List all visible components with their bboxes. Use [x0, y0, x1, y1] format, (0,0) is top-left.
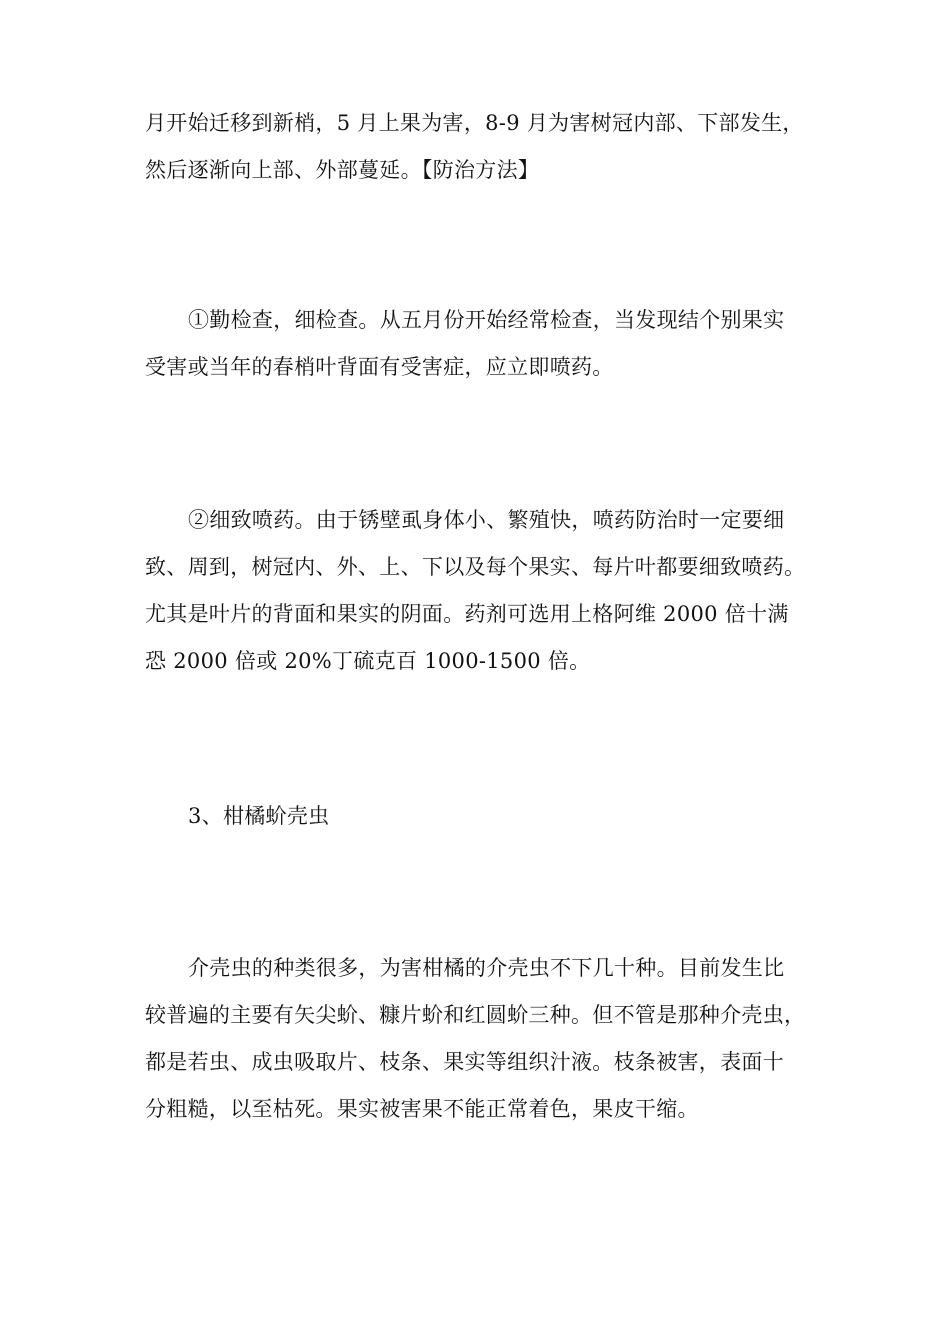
paragraph-spraying: [145, 497, 835, 685]
paragraph-inspection: [145, 297, 835, 391]
text-line: 致、周到，树冠内、外、上、下以及每个果实、每片叶都要细致喷药。: [145, 555, 806, 579]
text-line: 都是若虫、成虫吸取片、枝条、果实等组织汁液。枝条被害，表面十: [145, 1050, 784, 1074]
text-line: 然后逐渐向上部、外部蔓延。【防治方法】: [145, 158, 540, 182]
text-line: 分粗糙，以至枯死。果实被害果不能正常着色，果皮干缩。: [145, 1097, 699, 1121]
section-heading-scale-insect: [145, 793, 835, 840]
text-line: ①勤检查，细检查。从五月份开始经常检查，当发现结个别果实: [188, 308, 785, 332]
text-line: 较普遍的主要有矢尖蚧、糠片蚧和红圆蚧三种。但不管是那种介壳虫，: [145, 1003, 806, 1027]
text-line: 尤其是叶片的背面和果实的阴面。药剂可选用上格阿维 2000 倍十满: [145, 602, 789, 626]
text-line: 恐 2000 倍或 20%丁硫克百 1000-1500 倍。: [145, 649, 591, 673]
paragraph-pest-timing: [145, 100, 835, 194]
text-line: ②细致喷药。由于锈壁虱身体小、繁殖快，喷药防治时一定要细: [188, 508, 785, 532]
section-heading: 3、柑橘蚧壳虫: [188, 804, 330, 828]
paragraph-scale-insect-description: [145, 945, 835, 1133]
text-line: 受害或当年的春梢叶背面有受害症，应立即喷药。: [145, 355, 614, 379]
text-line: 月开始迁移到新梢，5 月上果为害，8-9 月为害树冠内部、下部发生，: [145, 111, 804, 135]
text-line: 介壳虫的种类很多，为害柑橘的介壳虫不下几十种。目前发生比: [188, 956, 785, 980]
